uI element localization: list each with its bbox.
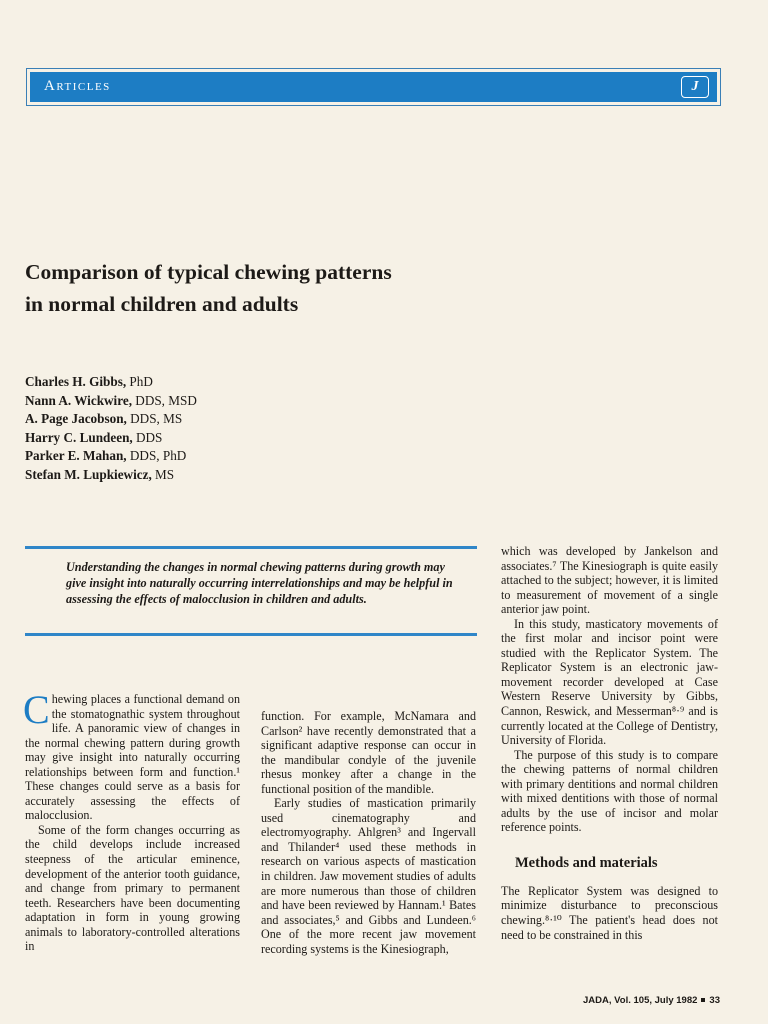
body-paragraph: [23, 687, 240, 823]
author-name: Stefan M. Lupkiewicz,: [25, 466, 152, 482]
author-name: Harry C. Lundeen,: [25, 429, 133, 445]
author-name: Parker E. Mahan,: [25, 448, 127, 464]
body-paragraph: In this study, masticatory movements of the first molar and incisor point were studied with the Replicator System. The Replicator System is an electronic jaw-movement recorder developed at Case Western Reserve University by Gibbs, Cannon, Reswick, and Messerman⁸·⁹ and is currently located at the College of Dentistry, University of Florida.: [501, 616, 718, 748]
author-entry: [25, 447, 197, 466]
author-entry: [25, 466, 197, 485]
section-label: Articles: [44, 78, 111, 94]
author-entry: [25, 410, 197, 429]
abstract-top-rule: [25, 546, 477, 549]
body-column-1: [23, 687, 240, 954]
author-degrees: MS: [151, 466, 175, 482]
section-banner-fill: [30, 72, 717, 102]
author-degrees: PhD: [126, 374, 153, 389]
body-paragraph: The purpose of this study is to compare the chewing patterns of normal children with primary dentitions and normal children with mixed dentitions with those of normal adults by the use of incisor and molar reference points.: [501, 747, 718, 835]
drop-cap: C: [23, 687, 50, 732]
author-list: [25, 373, 197, 485]
author-entry: [25, 373, 197, 392]
page-number: 33: [709, 995, 720, 1006]
journal-citation: JADA, Vol. 105, July 1982: [583, 995, 698, 1006]
author-degrees: DDS: [132, 429, 163, 445]
body-paragraph: function. For example, McNamara and Carlson² have recently demonstrated that a significant adaptive response can occur in the mandibular condyle of the juvenile rhesus monkey after a change in the functional position of the mandible.: [261, 709, 476, 796]
author-name: A. Page Jacobson,: [25, 411, 127, 427]
page-footer: [583, 995, 720, 1006]
paragraph-text: hewing places a functional demand on the stomatognathic system throughout life. A panoramic view of changes in the normal chewing pattern during growth may give insight into naturally occurring relationships between form and function.¹ These changes could serve as a basis for accurately assessing the effects of malocclusion.: [25, 692, 240, 823]
section-banner: [26, 68, 721, 106]
author-entry: [25, 392, 197, 411]
body-paragraph: The Replicator System was designed to minimize disturbance to preconscious chewing.⁸·¹⁰ The patient's head does not need to be constrained in this: [501, 883, 718, 942]
author-degrees: DDS, MS: [126, 411, 183, 427]
journal-logo: J: [681, 76, 709, 98]
article-title-line-2: in normal children and adults: [25, 292, 299, 316]
author-entry: [25, 429, 197, 448]
body-paragraph: which was developed by Jankelson and associates.⁷ The Kinesiograph is quite easily attached to the subject; however, it is limited to measurement of movement of a single anterior jaw point.: [501, 544, 718, 617]
section-heading: Methods and materials: [515, 854, 658, 871]
author-name: Charles H. Gibbs,: [25, 374, 127, 389]
body-paragraph: Some of the form changes occurring as the child develops include increased steepness of the articular eminence, development of the anterior tooth guidance, and change from primary to permanent teeth. Researchers have been documenting adaptation in form in young growing animals to laboratory-controlled alterations in: [25, 822, 240, 954]
author-name: Nann A. Wickwire,: [25, 392, 132, 408]
abstract-box: [25, 546, 477, 638]
article-title: [25, 256, 585, 320]
abstract-bottom-rule: [25, 633, 477, 636]
body-paragraph: Early studies of mastication primarily used cinematography and electromyography. Ahlgren³ and Ingervall and Thilander⁴ used these methods in research on various aspects of mastication in children. Jaw movement studies of adults are more numerous than those of children and have been reviewed by Hannam.¹ Bates and associates,⁵ and Gibbs and Lundeen.⁶ One of the more recent jaw movement recording systems is the Kinesiograph,: [261, 796, 476, 956]
author-degrees: DDS, PhD: [126, 448, 187, 464]
body-column-2: [261, 709, 476, 956]
footer-separator: [701, 998, 705, 1002]
abstract-text: Understanding the changes in normal chewing patterns during growth may give insight into naturally occurring interrelationships and may be helpful in assessing the effects of malocclusion in children and adults.: [66, 560, 453, 606]
author-degrees: DDS, MSD: [132, 392, 197, 408]
body-column-3: [501, 544, 718, 942]
article-title-line-1: Comparison of typical chewing patterns: [25, 260, 392, 284]
